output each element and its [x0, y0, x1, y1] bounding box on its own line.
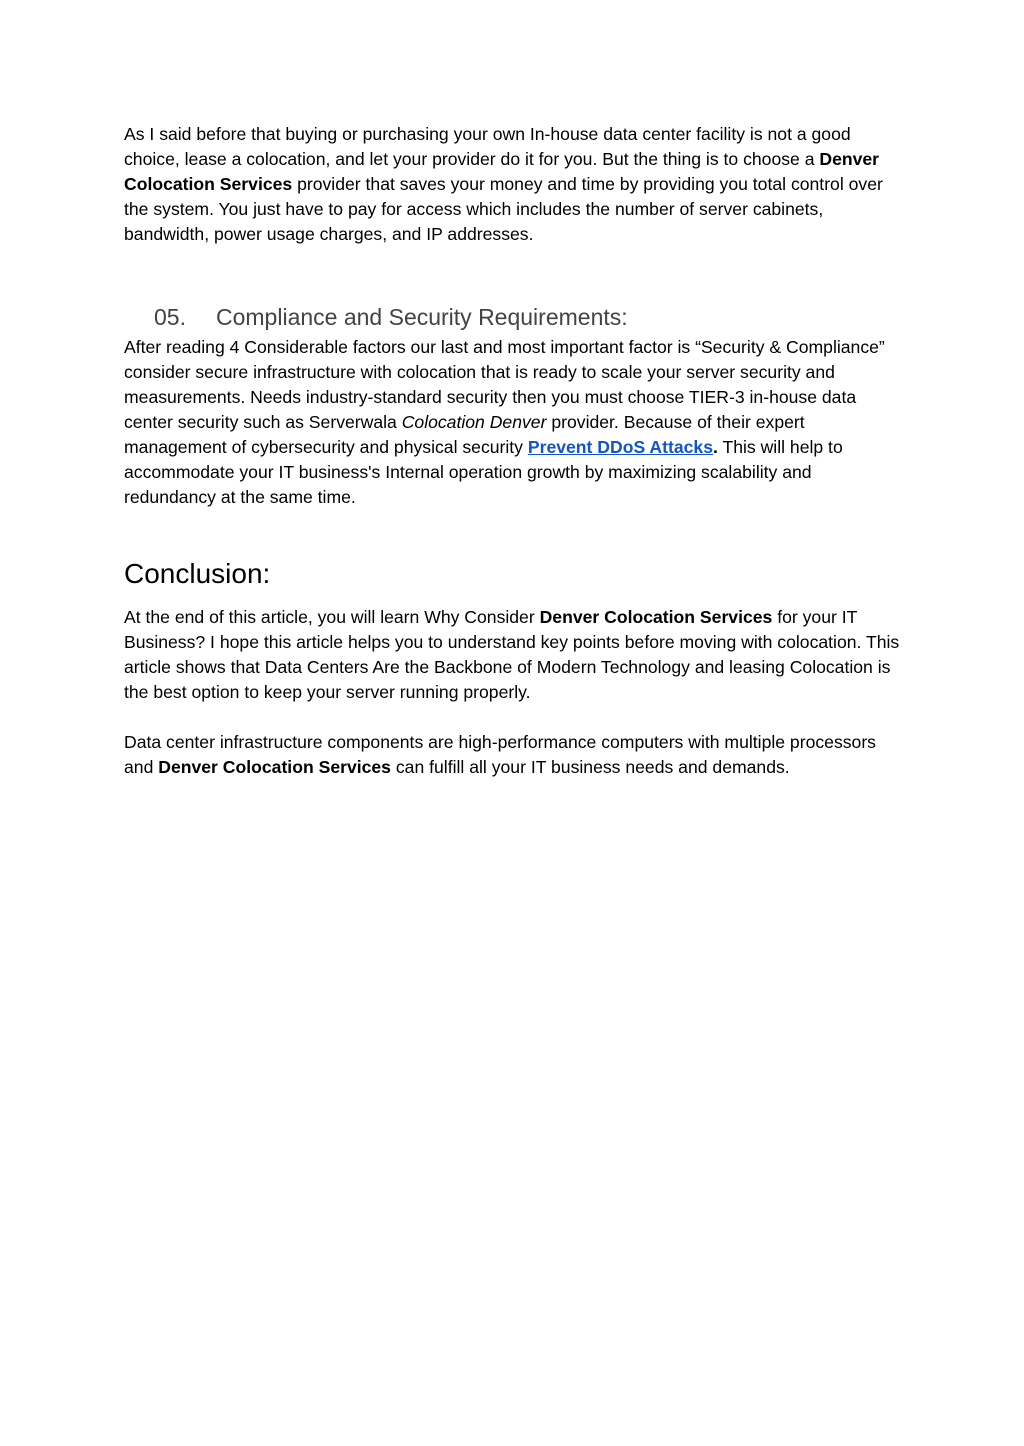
conclusion-text-3: Data center infrastructure components are high-performance computers with multiple processors and	[124, 732, 876, 777]
conclusion-text-4: can fulfill all your IT business needs and demands.	[390, 757, 790, 777]
conclusion-paragraph-2	[124, 730, 900, 780]
conclusion-text-2: for your IT Business? I hope this article helps you to understand key points before moving with colocation. This article shows that Data Centers Are the Backbone of Modern Technology and leasing Colocation is the best option to keep your server running properly.	[124, 607, 900, 702]
link-period: .	[713, 437, 718, 457]
section-title: Compliance and Security Requirements:	[216, 304, 628, 330]
conclusion-bold-term: Denver Colocation Services	[539, 607, 773, 627]
security-text-3: This will help to accommodate your IT business's Internal operation growth by maximizing scalability and redundancy at the same time.	[124, 437, 843, 507]
security-text-2: provider. Because of their expert management of cybersecurity and physical security	[124, 412, 805, 457]
intro-text-1: As I said before that buying or purchasing your own In-house data center facility is not a good choice, lease a colocation, and let your provider do it for you. But the thing is to choose a	[124, 124, 851, 169]
section-number: 05.	[154, 304, 186, 330]
intro-bold-term: Denver Colocation Services	[124, 149, 880, 194]
prevent-ddos-link[interactable]: Prevent DDoS Attacks	[527, 437, 713, 457]
spacer	[124, 705, 900, 730]
conclusion-paragraph-1	[124, 605, 900, 705]
spacer	[124, 510, 900, 557]
security-paragraph	[124, 335, 900, 510]
section-heading	[124, 302, 900, 335]
conclusion-bold-term-2: Denver Colocation Services	[158, 757, 391, 777]
conclusion-heading: Conclusion:	[124, 558, 271, 589]
conclusion-text-1: At the end of this article, you will learn Why Consider	[124, 607, 540, 627]
intro-text-2: provider that saves your money and time by providing you total control over the system. You just have to pay for access which includes the number of server cabinets, bandwidth, power usage charges, and IP addresses.	[124, 174, 883, 244]
document-page	[124, 122, 900, 780]
intro-paragraph	[124, 122, 900, 247]
spacer	[124, 247, 900, 302]
security-italic-term: Colocation Denver	[401, 412, 547, 432]
security-text-1: After reading 4 Considerable factors our last and most important factor is “Security & Compliance” consider secure infrastructure with colocation that is ready to scale your server security and measurements. Needs industry-standard security then you must choose TIER-3 in-house data center security such as Serverwala	[124, 337, 885, 432]
